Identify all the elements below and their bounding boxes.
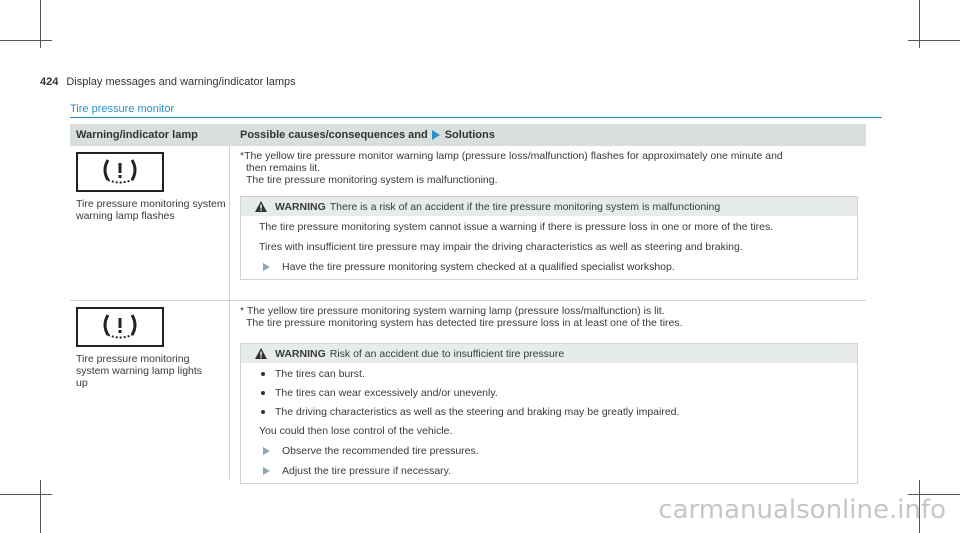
list-item: [259, 406, 847, 418]
warning-paragraph: The tire pressure monitoring system cannot issue a warning if there is pressure loss in one or more of the tires.: [259, 221, 774, 233]
bullet-icon: [261, 410, 265, 414]
page-header-title: Display messages and warning/indicator lamps: [66, 76, 296, 88]
warning-triangle-icon: [255, 348, 267, 359]
lamp-label: Tire pressure monitoring system warning lamp lights up: [76, 353, 203, 389]
list-item: [259, 368, 847, 380]
warning-title: Risk of an accident due to insufficient tire pressure: [329, 347, 565, 360]
lamp-cell: [70, 301, 230, 479]
warning-paragraph: You could then lose control of the vehicle.: [259, 425, 453, 437]
crop-mark: [40, 480, 41, 533]
warning-title: There is a risk of an accident if the tire pressure monitoring system is malfunctioning: [329, 200, 721, 213]
warning-header: [241, 197, 857, 216]
action-step: [259, 465, 847, 477]
tire-pressure-lamp-icon: [76, 152, 164, 192]
section-divider: [70, 117, 882, 118]
table-header: [70, 124, 866, 146]
cause-line: *The yellow tire pressure monitor warning lamp (pressure loss/malfunction) flashes for approximately one minute and: [240, 150, 783, 162]
step-arrow-icon: [263, 447, 270, 455]
warning-label: WARNING: [275, 200, 326, 213]
action-step: [259, 261, 847, 273]
step-text: Have the tire pressure monitoring system checked at a qualified specialist workshop.: [282, 261, 675, 273]
step-arrow-icon: [263, 263, 270, 271]
crop-mark: [0, 494, 52, 495]
cause-line: The tire pressure monitoring system has detected tire pressure loss in at least one of the tires.: [246, 317, 683, 329]
warning-label: WARNING: [275, 347, 326, 360]
tire-pressure-lamp-icon: [76, 307, 164, 347]
bullet-text: The driving characteristics as well as the steering and braking may be greatly impaired.: [275, 406, 680, 418]
crop-mark: [0, 40, 52, 41]
watermark: carmanualsonline.info: [658, 495, 946, 525]
warning-body: [241, 363, 857, 483]
bullet-icon: [261, 391, 265, 395]
col2-header-causes: Possible causes/consequences and: [240, 129, 428, 141]
crop-mark: [908, 40, 960, 41]
action-step: [259, 445, 847, 457]
step-text: Adjust the tire pressure if necessary.: [282, 465, 452, 477]
page-header: [40, 76, 296, 88]
page-number: 424: [40, 76, 59, 88]
causes-cell: [230, 146, 866, 300]
warning-box: [240, 196, 858, 280]
arrow-right-icon: [432, 130, 440, 140]
bullet-text: The tires can burst.: [275, 368, 365, 380]
col2-header-solutions: Solutions: [444, 129, 495, 141]
lamp-label: Tire pressure monitoring system warning lamp flashes: [76, 198, 226, 222]
cause-line: then remains lit.: [246, 162, 321, 174]
cause-line: * The yellow tire pressure monitoring system warning lamp (pressure loss/malfunction) is lit.: [240, 305, 665, 317]
table-row: [70, 301, 866, 479]
causes-cell: [230, 301, 866, 479]
warning-header: [241, 344, 857, 363]
warning-paragraph: Tires with insufficient tire pressure may impair the driving characteristics as well as steering and braking.: [259, 241, 743, 253]
table-row: [70, 146, 866, 301]
bullet-text: The tires can wear excessively and/or unevenly.: [275, 387, 498, 399]
warning-triangle-icon: [255, 201, 267, 212]
step-arrow-icon: [263, 467, 270, 475]
lamp-cell: [70, 146, 230, 300]
col1-header: Warning/indicator lamp: [76, 129, 198, 141]
bullet-icon: [261, 372, 265, 376]
section-title: Tire pressure monitor: [70, 103, 175, 115]
warning-body: [241, 216, 857, 279]
col2-header: [236, 129, 866, 141]
warning-box: [240, 343, 858, 484]
cause-line: The tire pressure monitoring system is malfunctioning.: [246, 174, 498, 186]
step-text: Observe the recommended tire pressures.: [282, 445, 479, 457]
list-item: [259, 387, 847, 399]
lamp-table: [70, 124, 866, 479]
